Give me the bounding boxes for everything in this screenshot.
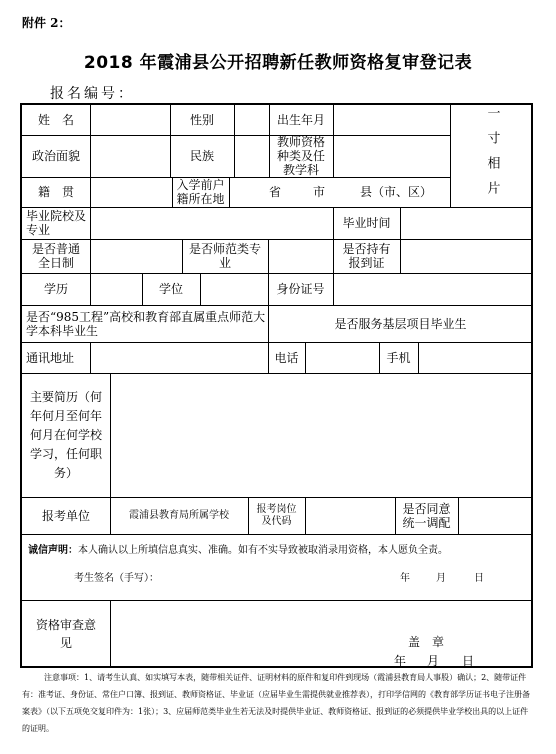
notes: 注意事项：1、请考生认真、如实填写本表，随带相关证件、证明材料的原件和复印件到现场（霞浦县教育局人事股）确认；2、随带证件有：准考证、身份证、常住户口簿、报到证、教师资格证、毕业证（应届毕业生需提供就业推荐表），打印学信网的《教育部学历证书电子注册备案表》（以下五项免交复印件为：1张）；3、应届师范类毕业生若无法及时提供毕业证、教师资格证、报到证的必须提供毕业学校出具的以上证件的证明。 (22, 673, 530, 733)
seal-label: 盖 章 (408, 635, 445, 649)
registration-number-label: 报名编号： (50, 86, 135, 102)
political-status-label: 政治面貌 (31, 149, 80, 163)
ethnicity-label: 民族 (189, 149, 214, 163)
household-registration-label: 入学前户籍所在地 (176, 178, 225, 206)
birth-date-label: 出生年月 (276, 113, 325, 127)
native-place-label: 籍 贯 (37, 185, 74, 199)
phone-label: 电话 (274, 350, 299, 365)
teacher-cert-type-label: 教师资格种类及任教学科 (276, 135, 325, 177)
project985-label: 是否“985工程”高校和教育部直属重点师范大学本科毕业生 (26, 309, 266, 338)
review-opinion-label: 资格审查意见 (36, 618, 97, 650)
graduation-time-label: 毕业时间 (342, 216, 391, 230)
declaration-label: 诚信声明： (28, 545, 78, 556)
registration-form-table (20, 103, 533, 668)
county-label: 县（市、区） (359, 185, 432, 199)
declaration-text: 本人确认以上所填信息真实、准确。如有不实导致被取消录用资格，本人愿负全责。 (78, 545, 448, 556)
review-month: 月 (427, 654, 440, 668)
normal-major-label: 是否师范类专业 (188, 242, 261, 270)
report-cert-label: 是否持有报到证 (342, 242, 391, 270)
declaration (28, 541, 528, 556)
address-label: 通讯地址 (26, 350, 75, 365)
apply-unit-value: 霞浦县教育局所属学校 (129, 509, 229, 521)
signature-label: 考生签名（手写）： (74, 573, 159, 584)
apply-unit-label: 报考单位 (41, 508, 90, 523)
degree-label: 学位 (158, 282, 183, 296)
photo-placeholder: 一寸相片 (484, 106, 500, 206)
agree-adjust-label: 是否同意统一调配 (402, 501, 451, 530)
city-label: 市 (312, 185, 325, 199)
review-day: 日 (462, 654, 475, 668)
post-code-label: 报考岗位及代码 (256, 503, 297, 527)
page-title: 2018 年霞浦县公开招聘新任教师资格复审登记表 (83, 53, 473, 73)
signature-day: 日 (474, 573, 484, 584)
signature-year: 年 (400, 573, 410, 584)
province-label: 省 (268, 185, 281, 199)
mobile-label: 手机 (386, 350, 411, 365)
name-label: 姓 名 (37, 113, 74, 127)
id-number-label: 身份证号 (276, 282, 325, 296)
resume-label: 主要简历（何年何月至何年何月在何学校学习，任何职务） (29, 389, 102, 480)
grassroots-label: 是否服务基层项目毕业生 (334, 316, 467, 331)
fulltime-label: 是否普通全日制 (31, 242, 80, 270)
signature-month: 月 (436, 573, 446, 584)
review-year: 年 (394, 654, 407, 668)
school-major-label: 毕业院校及专业 (26, 209, 87, 237)
education-label: 学历 (43, 282, 68, 296)
gender-label: 性别 (189, 113, 214, 127)
attachment-label: 附件 2： (22, 16, 71, 30)
